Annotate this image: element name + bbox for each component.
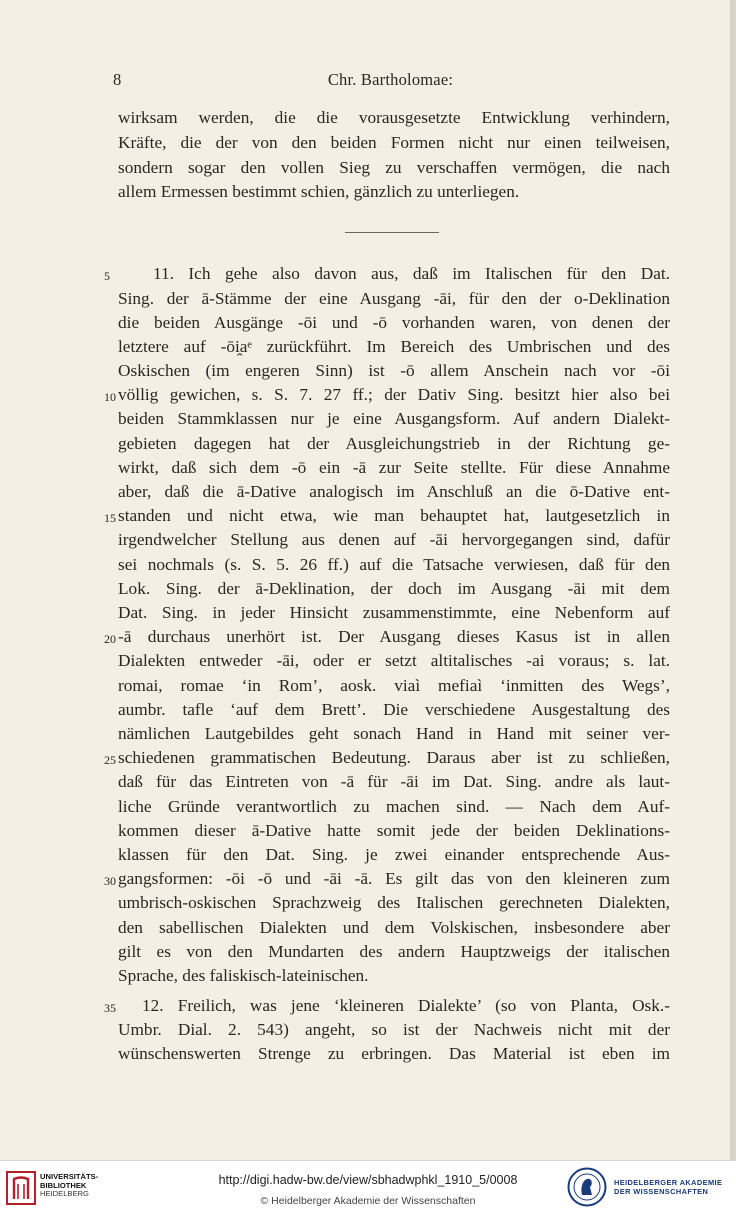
text-line: letztere auf -ōi̯aᵉ zurückführt. Im Bereich des Umbrischen und des <box>118 337 670 356</box>
copyright-notice: © Heidelberger Akademie der Wissenschaften <box>260 1195 476 1207</box>
text-line: schiedenen grammatischen Bedeutung. Daraus aber ist zu schließen, <box>118 748 670 767</box>
text-line: nämlichen Lautgebildes geht sonach Hand in Hand mit seiner ver- <box>118 724 670 743</box>
text-line: 11. Ich gehe also davon aus, daß im Italischen für den Dat. <box>153 264 670 283</box>
text-line: wünschenswerten Strenge zu erbringen. Das Material ist eben im <box>118 1044 670 1063</box>
library-line: UNIVERSITÄTS- <box>40 1172 99 1181</box>
text-line: Kräfte, die der von den beiden Formen nicht nur einen teilweisen, <box>118 133 670 152</box>
text-line: wirkt, daß sich dem -ō ein -ā zur Seite stellte. Für diese Annahme <box>118 458 670 477</box>
text-line: Dat. Sing. in jeder Hinsicht zusammenstimmte, eine Nebenform auf <box>118 603 670 622</box>
running-head: Chr. Bartholomae: <box>327 70 454 89</box>
text-line: völlig gewichen, s. S. 7. 27 ff.; der Dativ Sing. besitzt hier also bei <box>118 385 670 404</box>
line-number: 25 <box>104 753 116 767</box>
line-number: 35 <box>104 1001 116 1015</box>
text-line: den sabellischen Dialekten und dem Volskischen, insbesondere aber <box>118 918 670 937</box>
text-line: daß für das Eintreten von -ā für -āi im Dat. Sing. andre als laut- <box>118 772 670 791</box>
text-line: die beiden Ausgänge -ōi und -ō vorhanden waren, von denen der <box>118 313 670 332</box>
text-line: -ā durchaus unerhört ist. Der Ausgang dieses Kasus ist in allen <box>118 627 670 646</box>
text-line: wirksam werden, die die vorausgesetzte Entwicklung verhindern, <box>118 108 670 127</box>
text-line: sei nochmals (s. S. 5. 26 ff.) auf die Tatsache verwiesen, daß für den <box>118 555 670 574</box>
text-line: aber, daß die ā-Dative analogisch im Anschluß an die ō-Dative ent- <box>118 482 670 501</box>
text-line: 12. Freilich, was jene ‘kleineren Dialekte’ (so von Planta, Osk.- <box>142 996 670 1015</box>
text-line: gangsformen: -ōi -ō und -āi -ā. Es gilt das von den kleineren zum <box>118 869 670 888</box>
text-line: Umbr. Dial. 2. 543) angeht, so ist der Nachweis nicht mit der <box>118 1020 670 1039</box>
text-line: standen und nicht etwa, wie man behauptet hat, lautgesetzlich in <box>118 506 670 525</box>
text-line: allem Ermessen bestimmt schien, gänzlich zu unterliegen. <box>118 182 520 201</box>
text-line: romai, romae ‘in Rom’, aosk. viaì mefiaì ‘inmitten des Wegs’, <box>118 676 670 695</box>
line-number: 10 <box>104 390 116 404</box>
text-line: umbrisch-oskischen Sprachzweig des Italischen gerechneten Dialekten, <box>118 893 670 912</box>
permalink-url[interactable]: http://digi.hadw-bw.de/view/sbhadwphkl_1910_5/0008 <box>218 1173 518 1187</box>
text-line: liche Gründe verantwortlich zu machen sind. — Nach dem Auf- <box>118 797 670 816</box>
section-divider <box>345 232 439 233</box>
text-line: Sing. der ā-Stämme der eine Ausgang -āi, für den der o-Deklination <box>118 289 670 308</box>
text-line: aumbr. tafle ‘auf dem Brett’. Die verschiedene Ausgestaltung des <box>118 700 670 719</box>
academy-name <box>614 1178 722 1197</box>
line-number: 15 <box>104 511 116 525</box>
text-line: Lok. Sing. der ā-Deklination, der doch im Ausgang -āi mit dem <box>118 579 670 598</box>
text-line: irgendwelcher Stellung aus denen auf -āi hervorgegangen sind, dafür <box>118 530 670 549</box>
line-number: 5 <box>104 269 110 283</box>
text-line: gilt es von den Mundarten des andern Hauptzweigs der italischen <box>118 942 670 961</box>
text-line: Sprache, des faliskisch-lateinischen. <box>118 966 369 985</box>
academy-line: DER WISSENSCHAFTEN <box>614 1187 709 1197</box>
viewer-footer <box>0 1160 736 1215</box>
text-line: beiden Stammklassen nur je eine Ausgangsform. Auf andern Dialekt- <box>118 409 670 428</box>
text-line: Dialekten entweder -āi, oder er setzt altitalisches -ai voraus; s. lat. <box>118 651 670 670</box>
text-line: sondern sogar den vollen Sieg zu verschaffen vermögen, die nach <box>118 158 670 177</box>
text-line: Oskischen (im engeren Sinn) ist -ō allem Anschein nach vor -ōi <box>118 361 670 380</box>
library-line: HEIDELBERG <box>40 1189 89 1199</box>
text-line: kommen dieser ā-Dative hatte somit jede der beiden Deklinations- <box>118 821 670 840</box>
text-line: gebieten dagegen hat der Ausgleichungstrieb in der Richtung ge- <box>118 434 670 453</box>
line-number: 30 <box>104 874 116 888</box>
library-line: BIBLIOTHEK <box>40 1180 87 1190</box>
academy-line: HEIDELBERGER AKADEMIE <box>614 1178 723 1187</box>
academy-seal-icon <box>567 1167 607 1207</box>
line-number: 20 <box>104 632 116 646</box>
text-line: klassen für den Dat. Sing. je zwei einander entsprechende Aus- <box>118 845 670 864</box>
page-number: 8 <box>113 70 122 89</box>
